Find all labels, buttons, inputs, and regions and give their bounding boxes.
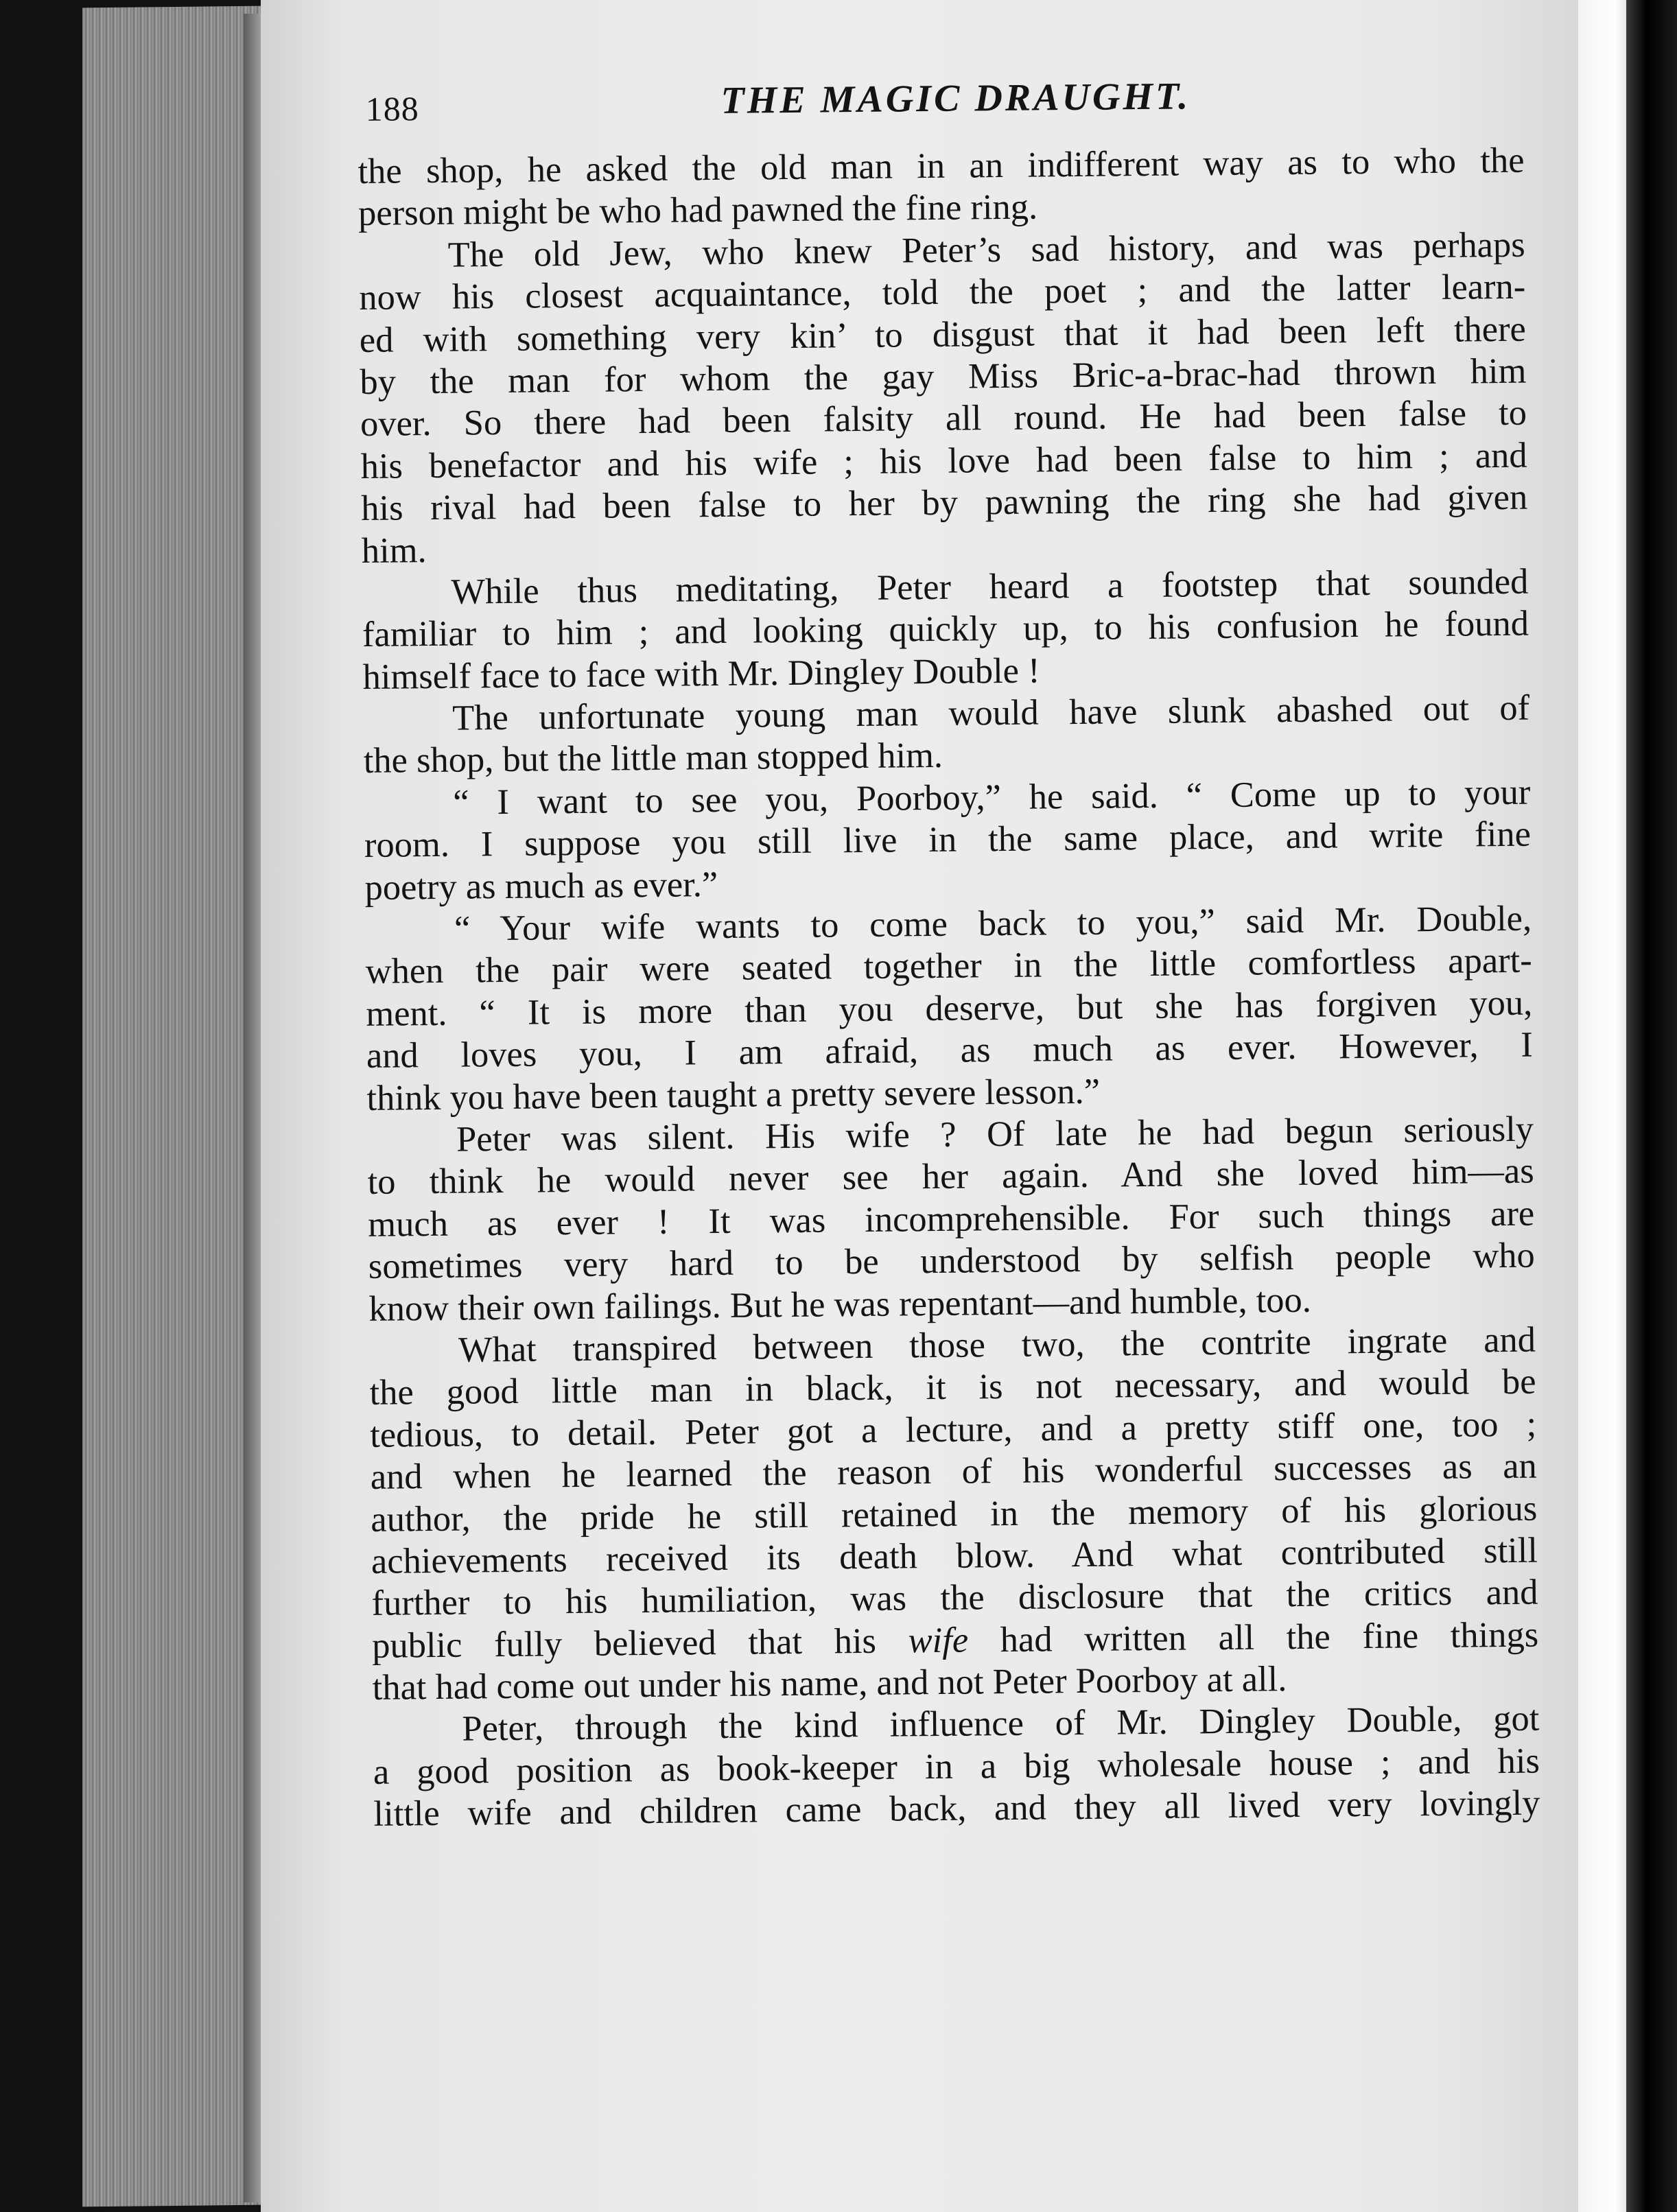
text-line-content: that had come out under his name, and not Peter Poorboy at all. [372,1659,1287,1708]
emphasized-word: wife [908,1620,969,1661]
text-line-content: and loves you, I am afraid, as much as ever. However, I [366,1024,1534,1076]
text-line-content: ed with something very kin’ to disgust that it had been left there [359,309,1527,360]
text-line-content: the good little man in black, it is not necessary, and would be [369,1361,1536,1413]
text-line-content: The unfortunate young man would have slunk abashed out of [452,687,1530,738]
text-line-content: achievements received its death blow. And what contributed still [371,1530,1538,1581]
text-line-content: much as ever ! It was incomprehensible. For such things are [367,1193,1535,1245]
text-line-content: tedious, to detail. Peter got a lecture, and a pretty stiff one, too ; [369,1404,1537,1455]
text-line-content: public fully believed that his [371,1621,877,1666]
text-line-content: While thus meditating, Peter heard a footstep that sounded [451,561,1529,612]
text-line-content: and when he learned the reason of his wonderful successes as an [370,1446,1538,1498]
scan-border [1626,0,1677,2212]
text-line-content: think you have been taught a pretty severe lesson.” [366,1071,1101,1118]
text-line-content: What transpired between those two, the contrite ingrate and [458,1319,1536,1370]
page-edges [82,6,261,2207]
text-line-content: had written all the fine things [1000,1614,1539,1660]
text-line-content: know their own failings. But he was repentant—and humble, too. [368,1280,1312,1329]
text-line-content: further to his humiliation, was the disclosure that the critics and [371,1572,1538,1624]
text-line-content: sometimes very hard to be understood by selfish people who [368,1235,1536,1287]
text-line-content: familiar to him ; and looking quickly up, to his confusion he found [362,603,1529,655]
text-line-content: room. I suppose you still live in the same place, and write fine [364,814,1532,866]
text-line-content: the shop, but the little man stopped him. [363,736,943,781]
text-line-content: ment. “ It is more than you deserve, but she has forgiven you, [366,983,1533,1034]
running-title: THE MAGIC DRAUGHT. [720,75,1191,122]
body-text [357,139,1560,1835]
page-content [357,50,1561,1835]
text-line-content: poetry as much as ever.” [364,864,718,908]
page-header [357,50,1545,137]
text-line-content: “ Your wife wants to come back to you,” said Mr. Double, [454,898,1532,949]
text-line-content: Peter was silent. His wife ? Of late he had begun seriously [456,1109,1534,1160]
text-line-content: the shop, he asked the old man in an indifferent way as to who the [357,140,1525,191]
text-line-content: his rival had been false to her by pawning the ring she had given [360,477,1528,529]
text-line-content: over. So there had been falsity all round. He had been false to [360,393,1527,445]
text-line-content: person might be who had pawned the fine ring. [357,187,1038,234]
text-line-content: a good position as book-keeper in a big wholesale house ; and his [373,1741,1540,1792]
text-line-content: to think he would never see her again. And she loved him—as [367,1151,1534,1203]
text-line-content: by the man for whom the gay Miss Bric-a-brac-had thrown him [360,351,1527,402]
text-line-content: little wife and children came back, and they all lived very lovingly [373,1782,1540,1835]
text-line-content: The old Jew, who knew Peter’s sad history, and was perhaps [447,224,1525,275]
text-line-content: Peter, through the kind influence of Mr. Dingley Double, got [462,1699,1540,1750]
page-number: 188 [365,89,419,128]
text-line-content: “ I want to see you, Poorboy,” he said. “ Come up to your [453,772,1531,823]
text-line-content: himself face to face with Mr. Dingley Double ! [362,650,1040,697]
text-line-content: his benefactor and his wife ; his love had been false to him ; and [360,435,1527,486]
text-line-content: now his closest acquaintance, told the poet ; and the latter learn- [359,266,1526,318]
text-line-content: when the pair were seated together in the little comfortless apart- [365,941,1532,992]
text-line-content: author, the pride he still retained in the memory of his glorious [371,1488,1538,1540]
text-line-content: him. [361,530,427,571]
